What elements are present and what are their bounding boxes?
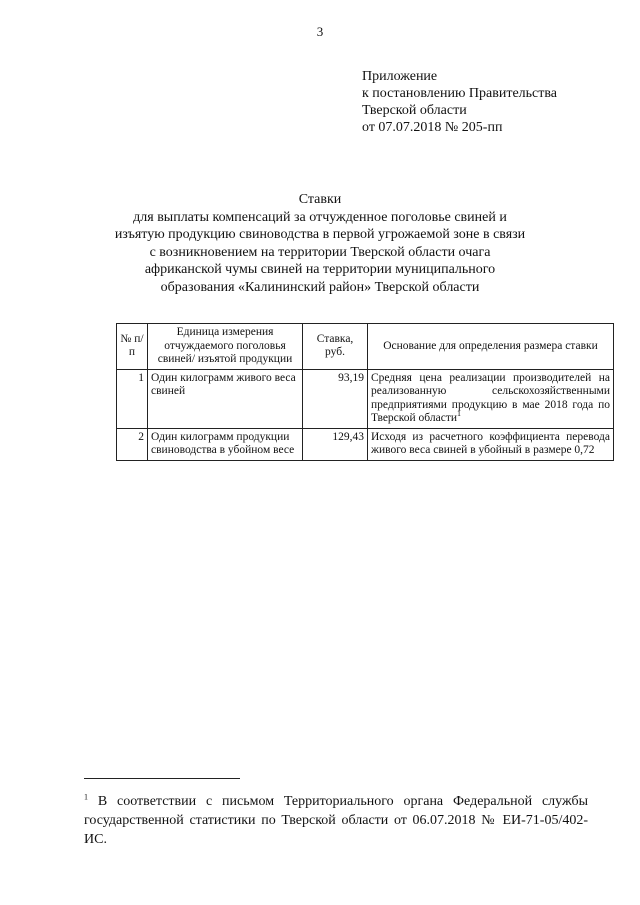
header-num: № п/п [117,324,148,370]
table-row [117,369,614,428]
appendix-line-1: Приложение [362,69,438,84]
row-rate: 129,43 [303,428,368,460]
appendix-header [362,68,557,136]
table-header-row [117,324,614,370]
row-unit: Один килограмм живого веса свиней [148,369,303,428]
row-basis-text: Исходя из расчетного коэффициента перевода живого веса свиней в убойный в размере 0,72 [371,430,610,456]
appendix-line-4: от 07.07.2018 № 205-пп [362,120,503,135]
appendix-line-2: к постановлению Правительства [362,86,558,101]
header-unit: Единица измерения отчуждаемого поголовья свиней/ изъятой продукции [148,324,303,370]
row-basis [368,428,614,460]
row-num: 1 [117,369,148,428]
footnote-text: В соответствии с письмом Территориального органа Федеральной службы государственной статистики по Тверской области от 06.07.2018 № ЕИ-71-05/402-ИС. [84,794,588,847]
header-rate: Ставка, руб. [303,324,368,370]
footnote [84,792,588,849]
row-unit: Один килограмм продукции свиноводства в убойном весе [148,428,303,460]
footnote-marker: 1 [84,792,88,802]
title-heading: Ставки [298,192,342,207]
row-basis [368,369,614,428]
footnote-divider [84,778,240,779]
appendix-line-3: Тверской области [362,103,467,118]
footnote-ref: 1 [457,409,461,419]
row-rate: 93,19 [303,369,368,428]
table-row [117,428,614,460]
rates-table [116,323,614,461]
row-basis-text: Средняя цена реализации производителей на реализованную сельскохозяйственными предприятиями продукцию в мае 2018 года по Тверской области [371,371,610,424]
document-title [110,191,530,296]
page-number: 3 [316,24,324,39]
header-basis: Основание для определения размера ставки [368,324,614,370]
title-text: для выплаты компенсаций за отчужденное поголовье свиней и изъятую продукцию свиноводства в первой угрожаемой зоне в связи с возникновением на территории Тверской области очага африканской чумы свиней на территории муниципального образования «Калининский район» Тверской области [114,209,526,295]
row-num: 2 [117,428,148,460]
